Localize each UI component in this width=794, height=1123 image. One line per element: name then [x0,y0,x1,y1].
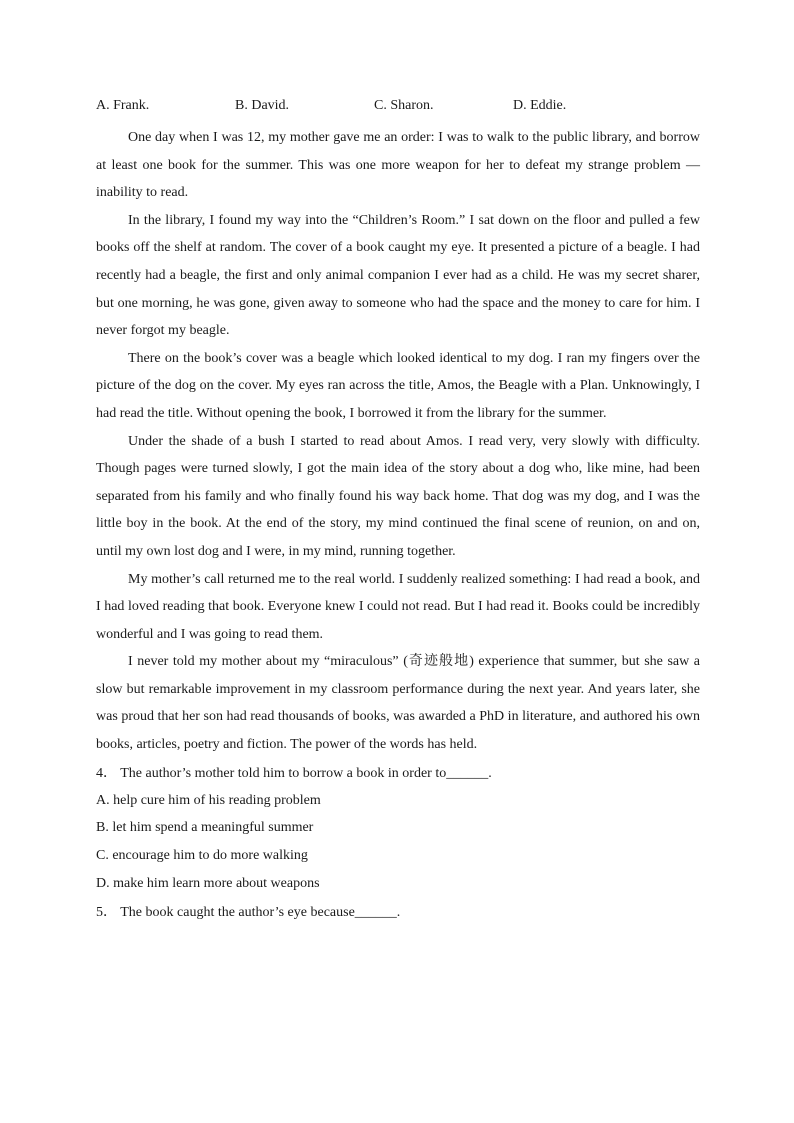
q4-stem: 4． The author’s mother told him to borrow a book in order to______. [96,765,492,781]
passage-paragraph-1: One day when I was 12, my mother gave me an order: I was to walk to the public library, and borrow at least one book for the summer. This was one more weapon for her to defeat my strange problem — inability to read. [96,130,700,201]
q4-choice-d: D. make him learn more about weapons [96,876,320,892]
q3-options [96,96,700,116]
q4-choice-b: B. let him spend a meaningful summer [96,820,314,836]
q3-option-a: A. Frank. [96,98,150,113]
passage-paragraph-2: In the library, I found my way into the “Children’s Room.” I sat down on the floor and pulled a few books off the shelf at random. The cover of a book caught my eye. It presented a picture of a beagle. I had recently had a beagle, the first and only animal companion I ever had as a child. He was my secret sharer, but one morning, he was gone, given away to someone who had the space and the money to care for him. I never forgot my beagle. [96,212,700,339]
q4-choice-a: A. help cure him of his reading problem [96,792,321,808]
q4-choice-c: C. encourage him to do more walking [96,848,308,864]
passage-paragraph-5: My mother’s call returned me to the real world. I suddenly realized something: I had read a book, and I had loved reading that book. Everyone knew I could not read. But I had read it. Books could be incredibly wonderful and I was going to read them. [96,571,700,642]
question-5 [96,900,700,926]
passage-paragraph-4: Under the shade of a bush I started to read about Amos. I read very, very slowly with difficulty. Though pages were turned slowly, I got the main idea of the story about a dog who, like mine, had been separated from his family and who finally found his way back home. That dog was my dog, and I was the little boy in the book. At the end of the story, my mind continued the final scene of reunion, on and on, until my own lost dog and I were, in my mind, running together. [96,433,700,559]
passage-paragraph-6: I never told my mother about my “miraculous” (奇迹般地) experience that summer, but she saw a slow but remarkable improvement in my classroom performance during the next year. And years later, she was proud that her son had read thousands of books, was awarded a PhD in literature, and authored his own books, articles, poetry and fiction. The power of the words has held. [96,654,700,753]
question-4 [96,761,700,898]
q3-option-c: C. Sharon. [374,98,434,113]
q3-option-d: D. Eddie. [513,98,567,113]
passage-paragraph-3: There on the book’s cover was a beagle which looked identical to my dog. I ran my fingers over the picture of the dog on the cover. My eyes ran across the title, Amos, the Beagle with a Plan. Unknowingly, I had read the title. Without opening the book, I borrowed it from the library for the summer. [96,350,700,421]
q3-option-b: B. David. [235,98,290,113]
page-content [96,96,700,926]
reading-passage [96,124,700,759]
q5-stem: 5． The book caught the author’s eye because______. [96,904,401,920]
